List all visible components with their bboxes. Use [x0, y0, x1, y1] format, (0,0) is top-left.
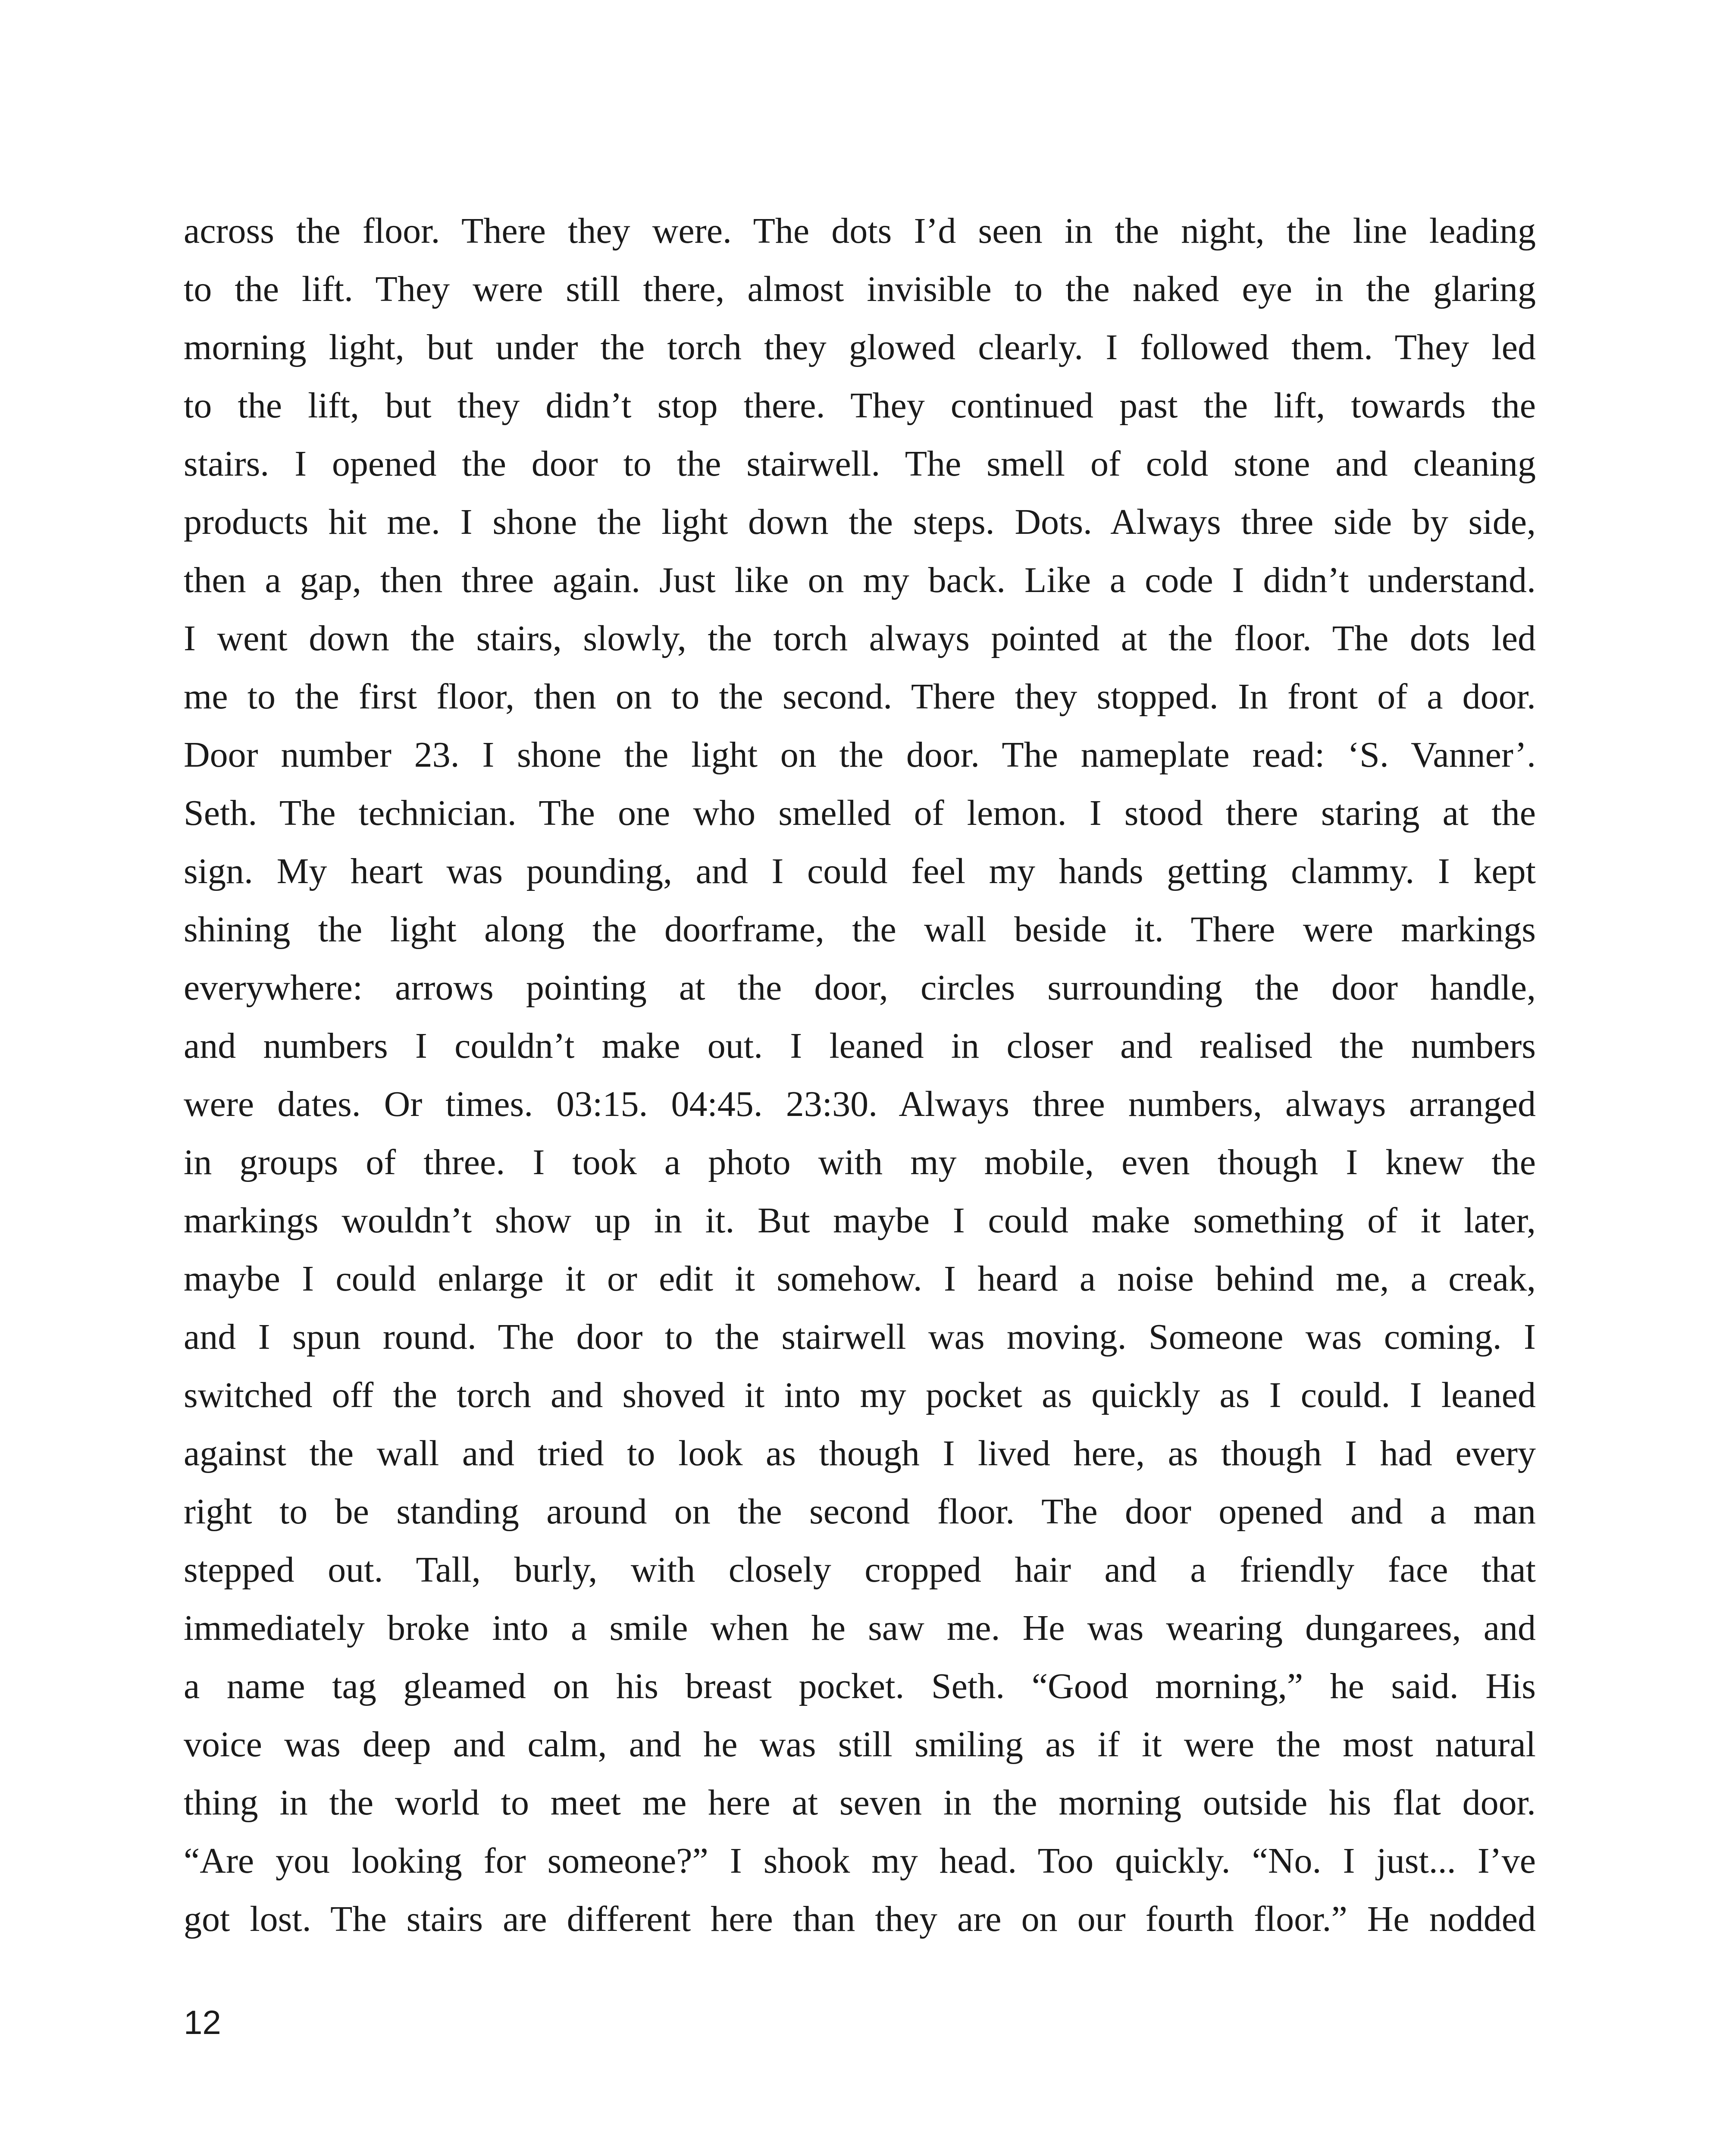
text-line: right to be standing around on the second floor. The door opened and a man	[184, 1492, 1536, 1532]
text-line: across the floor. There they were. The dots I’d seen in the night, the line leading	[184, 211, 1536, 251]
text-line: got lost. The stairs are different here than they are on our fourth floor.” He nodded	[184, 1899, 1536, 1939]
text-line: stepped out. Tall, burly, with closely cropped hair and a friendly face that	[184, 1550, 1536, 1590]
text-line: me to the first floor, then on to the second. There they stopped. In front of a door.	[184, 677, 1536, 717]
text-line: to the lift. They were still there, almost invisible to the naked eye in the glaring	[184, 269, 1536, 309]
text-line: shining the light along the doorframe, the wall beside it. There were markings	[184, 909, 1536, 950]
text-line: I went down the stairs, slowly, the torch always pointed at the floor. The dots led	[184, 618, 1536, 658]
text-line: were dates. Or times. 03:15. 04:45. 23:30. Always three numbers, always arranged	[184, 1084, 1536, 1124]
text-line: sign. My heart was pounding, and I could feel my hands getting clammy. I kept	[184, 851, 1536, 891]
page-number: 12	[184, 2003, 221, 2041]
text-line: switched off the torch and shoved it into my pocket as quickly as I could. I leaned	[184, 1375, 1536, 1415]
text-line: Seth. The technician. The one who smelled of lemon. I stood there staring at the	[184, 793, 1536, 833]
body-text	[184, 202, 1536, 1948]
text-line: “Are you looking for someone?” I shook my head. Too quickly. “No. I just... I’ve	[184, 1841, 1536, 1881]
text-line: everywhere: arrows pointing at the door, circles surrounding the door handle,	[184, 968, 1536, 1008]
text-line: and numbers I couldn’t make out. I leaned in closer and realised the numbers	[184, 1026, 1536, 1066]
text-line: Door number 23. I shone the light on the door. The nameplate read: ‘S. Vanner’.	[184, 735, 1536, 775]
text-line: against the wall and tried to look as though I lived here, as though I had every	[184, 1433, 1536, 1473]
text-line: thing in the world to meet me here at seven in the morning outside his flat door.	[184, 1783, 1536, 1823]
text-line: to the lift, but they didn’t stop there. They continued past the lift, towards the	[184, 385, 1536, 426]
text-line: voice was deep and calm, and he was still smiling as if it were the most natural	[184, 1724, 1536, 1764]
text-line: products hit me. I shone the light down the steps. Dots. Always three side by side,	[184, 502, 1536, 542]
text-line: maybe I could enlarge it or edit it somehow. I heard a noise behind me, a creak,	[184, 1259, 1536, 1299]
text-line: then a gap, then three again. Just like on my back. Like a code I didn’t understand.	[184, 560, 1536, 600]
text-line: a name tag gleamed on his breast pocket. Seth. “Good morning,” he said. His	[184, 1666, 1536, 1706]
text-line: in groups of three. I took a photo with my mobile, even though I knew the	[184, 1142, 1536, 1182]
text-line: stairs. I opened the door to the stairwell. The smell of cold stone and cleaning	[184, 444, 1536, 484]
text-line: morning light, but under the torch they glowed clearly. I followed them. They led	[184, 327, 1536, 367]
text-line: and I spun round. The door to the stairwell was moving. Someone was coming. I	[184, 1317, 1536, 1357]
text-line: immediately broke into a smile when he saw me. He was wearing dungarees, and	[184, 1608, 1536, 1648]
text-line: markings wouldn’t show up in it. But maybe I could make something of it later,	[184, 1200, 1536, 1241]
